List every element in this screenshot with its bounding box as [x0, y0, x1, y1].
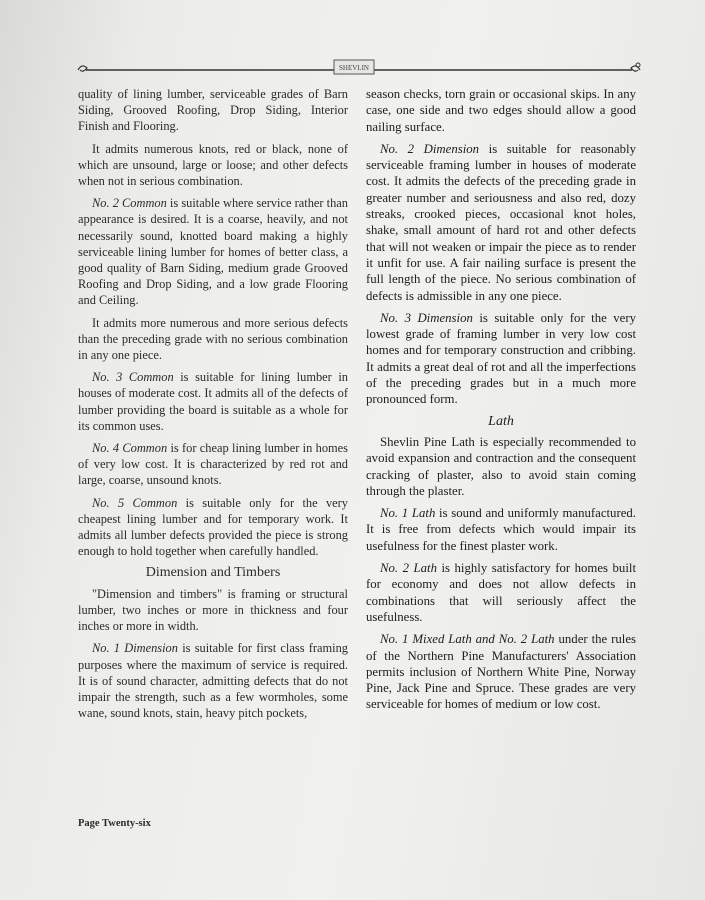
header-ornament-rule [76, 58, 642, 78]
paragraph: No. 2 Lath is highly satisfactory for homes built for economy and does not allow defects in combinations that will seriously affect the usefulness. [366, 561, 636, 624]
grade-term: No. 1 Dimension [92, 641, 178, 656]
page-number: Page Twenty-six [78, 818, 151, 829]
right-column [366, 86, 636, 719]
paragraph: No. 1 Mixed Lath and No. 2 Lath under the rules of the Northern Pine Manufacturers' Association permits inclusion of Northern White Pine, Norway Pine, Jack Pine and Spruce. These grades are very serviceable for homes of medium or low cost. [366, 632, 636, 712]
paragraph: No. 4 Common is for cheap lining lumber in homes of very low cost. It is characterized by red rot and large, coarse, unsound knots. [78, 441, 348, 488]
section-heading: Dimension and Timbers [145, 565, 281, 581]
paragraph: It admits more numerous and more serious defects than the preceding grade with no serious combination in any one piece. [78, 315, 348, 363]
paragraph: No. 2 Dimension is suitable for reasonably serviceable framing lumber in houses of moderate cost. It admits the defects of the preceding grade in greater number and seriousness and also red, dozy streaks, crooked pieces, occasional knot holes, shake, small amount of hard rot and other defects that will not weaken or impair the piece as to render it unfit for use. A fair nailing surface is present the full length of the piece. No serious combination of defects is admissible in any one piece. [366, 141, 636, 303]
paragraph: "Dimension and timbers" is framing or structural lumber, two inches or more in thickness and four inches or more in width. [78, 586, 348, 634]
header-ornament-label: SHEVLIN [339, 64, 369, 72]
grade-term: No. 2 Dimension [380, 141, 480, 156]
paragraph: No. 1 Dimension is suitable for first class framing purposes where the maximum of service is required. It is of sound character, admitting defects that do not impair the strength, such as a few wormholes, some wane, sound knots, stain, heavy pitch pockets, [78, 641, 348, 721]
grade-term: No. 2 Common [92, 196, 167, 211]
grade-term: No. 3 Dimension [380, 310, 473, 325]
grade-term: No. 5 Common [92, 495, 178, 510]
paragraph: No. 1 Lath is sound and uniformly manufactured. It is free from defects which would impair its usefulness for the finest plaster work. [366, 506, 636, 553]
section-heading: Lath [488, 413, 514, 429]
paragraph: Shevlin Pine Lath is especially recommended to avoid expansion and contraction and the consequent cracking of plaster, also to avoid stain coming through the plaster. [366, 434, 636, 498]
paragraph: season checks, torn grain or occasional skips. In any case, one side and two edges should allow a good nailing surface. [366, 87, 636, 134]
grade-term: No. 3 Common [92, 370, 174, 385]
paragraph: No. 3 Common is suitable for lining lumber in houses of moderate cost. It admits all of the defects of lumber providing the board is suitable as a whole for its common uses. [78, 370, 348, 433]
paragraph: No. 5 Common is suitable only for the very cheapest lining lumber and for temporary work. It admits all lumber defects provided the piece is strong enough to hold together when carefully handled. [78, 495, 348, 559]
grade-term: No. 1 Mixed Lath and No. 2 Lath [380, 632, 555, 647]
paragraph: quality of lining lumber, serviceable grades of Barn Siding, Grooved Roofing, Drop Siding, Interior Finish and Flooring. [78, 87, 348, 134]
paragraph: No. 3 Dimension is suitable only for the very lowest grade of framing lumber in very low cost homes and for temporary construction and cribbing. It admits a great deal of rot and all the imperfections of the preceding grades but in a much more pronounced form. [366, 310, 636, 407]
paragraph: It admits numerous knots, red or black, none of which are unsound, large or loose; and other defects when not in serious combination. [78, 141, 348, 189]
grade-term: No. 1 Lath [380, 506, 436, 521]
paragraph: No. 2 Common is suitable where service rather than appearance is desired. It is a coarse, heavily, and not necessarily sound, knotted board making a highly serviceable lining lumber for homes of better class, a good quality of Barn Siding, medium grade Grooved Roofing and Drop Siding, and a low grade Flooring and Ceiling. [78, 196, 348, 308]
grade-term: No. 2 Lath [380, 561, 437, 576]
grade-term: No. 4 Common [92, 441, 168, 456]
left-column [78, 86, 348, 727]
